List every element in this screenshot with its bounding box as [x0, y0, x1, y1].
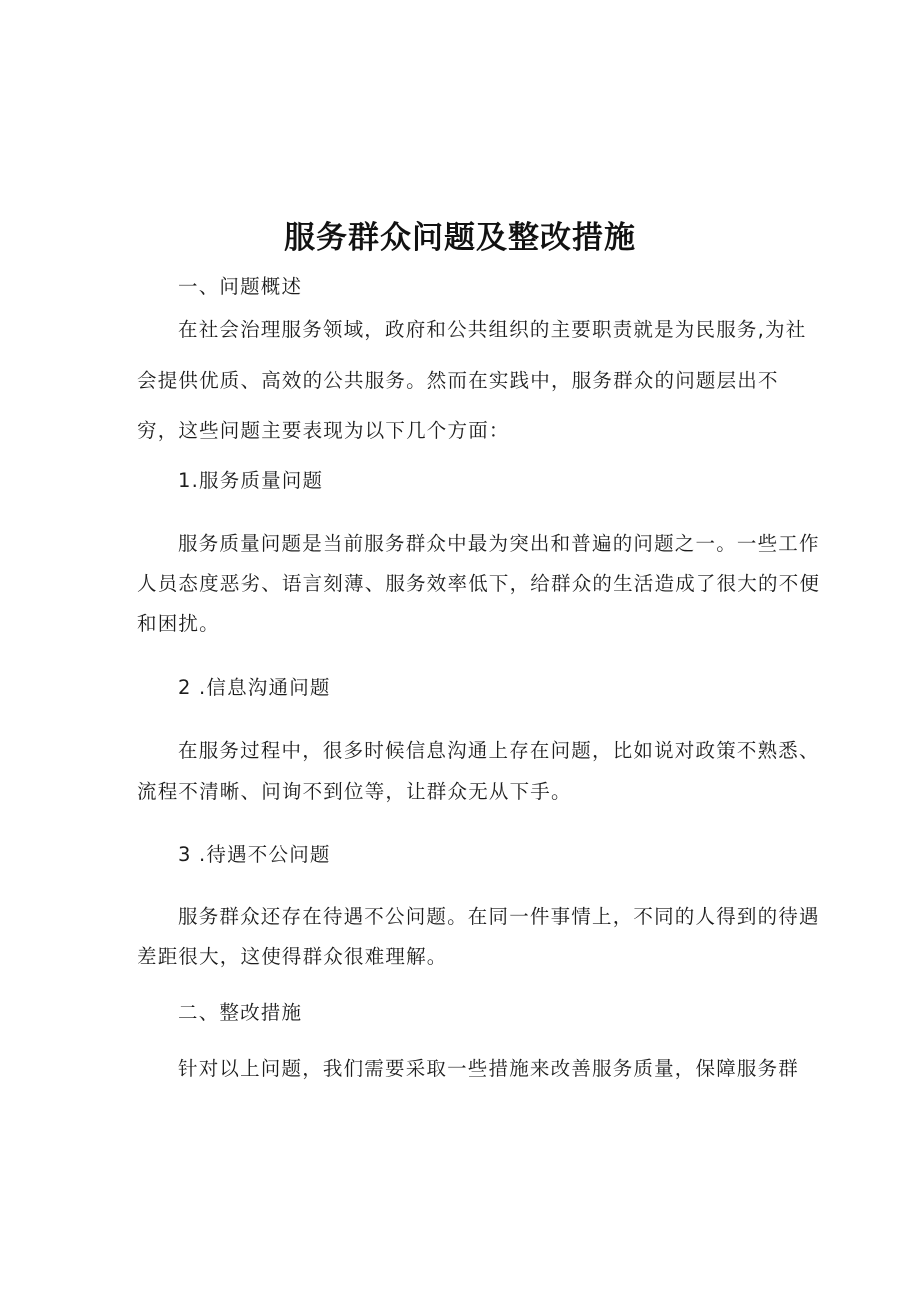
paragraph-line: 服务群众还存在待遇不公问题。在同一件事情上，不同的人得到的待遇 — [178, 905, 820, 928]
item-heading-communication: 2 .信息沟通问题 — [178, 676, 331, 699]
paragraph-line: 差距很大，这使得群众很难理解。 — [137, 945, 448, 968]
item-heading-service-quality: 1.服务质量问题 — [178, 469, 324, 492]
paragraph-line: 针对以上问题，我们需要采取一些措施来改善服务质量，保障服务群 — [178, 1057, 800, 1080]
paragraph-line: 会提供优质、高效的公共服务。然而在实践中，服务群众的问题层出不 — [137, 369, 779, 392]
paragraph-line: 和困扰。 — [137, 612, 220, 635]
paragraph-line: 在社会治理服务领域，政府和公共组织的主要职责就是为民服务,为社 — [178, 318, 807, 341]
paragraph-line: 在服务过程中，很多时候信息沟通上存在问题，比如说对政策不熟悉、 — [178, 739, 820, 762]
paragraph-line: 服务质量问题是当前服务群众中最为突出和普遍的问题之一。一些工作 — [178, 532, 820, 555]
paragraph-line: 流程不清晰、问询不到位等，让群众无从下手。 — [137, 780, 572, 803]
item-heading-unfair-treatment: 3 .待遇不公问题 — [178, 843, 331, 866]
section-heading-rectification: 二、整改措施 — [178, 1001, 303, 1024]
document-title: 服务群众问题及整改措施 — [284, 220, 636, 256]
paragraph-line: 人员态度恶劣、语言刻薄、服务效率低下，给群众的生活造成了很大的不便 — [137, 572, 821, 595]
paragraph-line: 穷，这些问题主要表现为以下几个方面： — [137, 419, 510, 442]
section-heading-overview: 一、问题概述 — [178, 275, 303, 298]
